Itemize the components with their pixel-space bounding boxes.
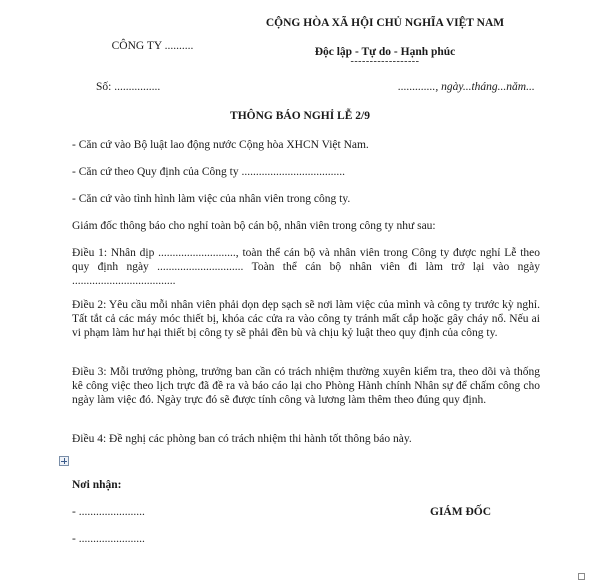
document-date: ............., ngày...tháng...năm...	[398, 81, 535, 93]
signer-title: GIÁM ĐỐC	[430, 506, 492, 518]
announcement-intro: Giám đốc thông báo cho nghỉ toàn bộ cán bộ, nhân viên trong công ty như sau:	[72, 220, 436, 232]
article-4: Điều 4: Đề nghị các phòng ban có trách nhiệm thi hành tốt thông báo này.	[72, 433, 412, 445]
article-1: Điều 1: Nhân dịp ..........................., toàn thể cán bộ và nhân viên trong Công ty được nghỉ Lễ theo quy định ngày .............................. Toàn thể cán bộ nhân viên đi làm trở lại vào ngày ....................................	[72, 247, 540, 287]
table-resize-handle-icon[interactable]	[578, 573, 585, 580]
table-move-handle-icon[interactable]	[59, 456, 69, 466]
company-name: CÔNG TY ..........	[111, 40, 194, 52]
legal-basis-3: - Căn cứ vào tình hình làm việc của nhân viên trong công ty.	[72, 193, 351, 205]
article-2: Điều 2: Yêu cầu mỗi nhân viên phải dọn dẹp sạch sẽ nơi làm việc của mình và công ty trước kỳ nghỉ. Tất tắt cả các máy móc thiết bị, khóa các cửa ra vào công ty tránh mất cắp hoặc gây cháy nổ. Nếu ai vi phạm làm hư hại thiết bị công ty sẽ phải đền bù và chịu kỷ luật theo quy định của công ty.	[72, 299, 540, 339]
recipients-label: Nơi nhận:	[72, 479, 122, 491]
national-motto: Độc lập - Tự do - Hạnh phúc	[314, 46, 456, 58]
recipient-line-1: - .......................	[72, 506, 145, 518]
motto-underline: ------------------	[350, 56, 420, 67]
document-number: Số: ................	[96, 81, 161, 93]
legal-basis-1: - Căn cứ vào Bộ luật lao động nước Cộng hòa XHCN Việt Nam.	[72, 139, 369, 151]
document-title: THÔNG BÁO NGHỈ LỄ 2/9	[230, 110, 370, 122]
recipient-line-2: - .......................	[72, 533, 145, 545]
legal-basis-2: - Căn cứ theo Quy định của Công ty ....................................	[72, 166, 345, 178]
country-name: CỘNG HÒA XÃ HỘI CHỦ NGHĨA VIỆT NAM	[265, 17, 505, 29]
article-3: Điều 3: Mỗi trưởng phòng, trưởng ban cần có trách nhiệm thường xuyên kiểm tra, theo dõi và thống kê công việc theo lịch trực đã đề ra và báo cáo lại cho Phòng Hành chính Nhân sự để chấm công cho ngày làm việc đó. Ngày trực đó sẽ được tính công và lương làm thêm theo đúng quy định.	[72, 366, 540, 406]
